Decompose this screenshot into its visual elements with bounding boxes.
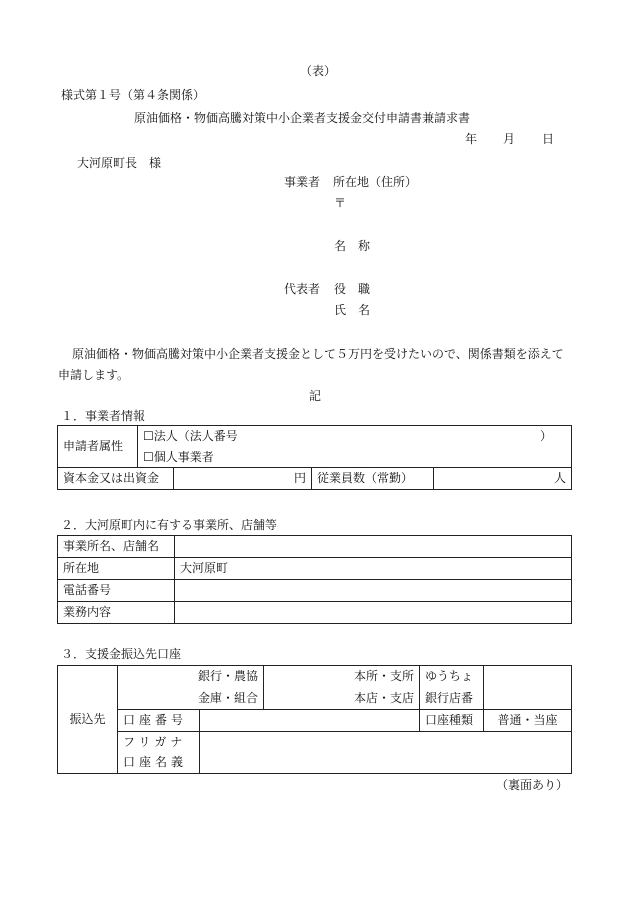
yucho-label-1: ゆうちょ [420, 666, 484, 688]
section1-heading: １．事業者情報 [61, 409, 146, 423]
name-label: 名 称 [334, 239, 371, 253]
representative-label: 代表者 [284, 282, 321, 296]
date-month: 月 [503, 132, 516, 146]
individual-option[interactable] [138, 448, 572, 468]
side-indicator: （表） [300, 64, 337, 78]
business-info-table [57, 425, 572, 490]
document-title: 原油価格・物価高騰対策中小企業者支援金交付申請書兼請求書 [134, 111, 471, 125]
date-day: 日 [542, 132, 555, 146]
branch-type-1: 本所・支所 [264, 666, 420, 688]
capital-label: 資本金又は出資金 [58, 468, 174, 490]
person-unit: 人 [554, 471, 567, 485]
section3-heading: ３．支援金振込先口座 [61, 647, 182, 661]
yucho-branch-field[interactable] [484, 666, 572, 710]
phone-label: 電話番号 [58, 580, 175, 602]
corporation-option[interactable] [138, 426, 572, 448]
location-field[interactable] [175, 558, 572, 580]
bank-account-table [57, 665, 572, 774]
position-label: 役 職 [334, 282, 371, 296]
date-year: 年 [465, 132, 478, 146]
corporation-checkbox-label: ☐法人（法人番号 [143, 429, 238, 444]
transfer-destination-label: 振込先 [58, 666, 118, 774]
employees-field[interactable] [434, 468, 572, 490]
capital-field[interactable] [174, 468, 312, 490]
postal-mark: 〒 [334, 196, 347, 210]
yen-unit: 円 [293, 471, 306, 485]
account-holder-field[interactable] [200, 732, 572, 774]
ki-mark: 記 [309, 389, 322, 403]
address-label: 所在地（住所） [333, 175, 418, 189]
furigana-label: フリガナ [118, 732, 200, 753]
bank-type-1: 銀行・農協 [118, 666, 264, 688]
bank-type-2: 金庫・組合 [118, 688, 264, 710]
section2-heading: ２．大河原町内に有する事業所、店舗等 [61, 518, 278, 532]
account-number-field[interactable] [200, 710, 420, 732]
account-number-label: 口座番号 [118, 710, 200, 732]
office-name-field[interactable] [175, 536, 572, 558]
application-statement: 原油価格・物価高騰対策中小企業者支援金として５万円を受けたいので、関係書類を添えて申請します。 [58, 347, 564, 382]
form-number: 様式第１号（第４条関係） [61, 88, 206, 102]
individual-checkbox-label: ☐個人事業者 [143, 449, 214, 464]
office-name-label: 事業所名、店舗名 [58, 536, 175, 558]
addressee: 大河原町長 様 [77, 156, 162, 170]
office-table [57, 535, 572, 624]
business-content-label: 業務内容 [58, 602, 175, 624]
business-label: 事業者 [284, 175, 321, 189]
account-holder-label: 口座名義 [118, 753, 200, 774]
branch-type-2: 本店・支店 [264, 688, 420, 710]
account-type-label: 口座種類 [420, 710, 484, 732]
rep-name-label: 氏 名 [334, 303, 371, 317]
business-content-field[interactable] [175, 602, 572, 624]
corporation-close-paren: ） [540, 429, 553, 444]
employees-label: 従業員数（常勤） [312, 468, 434, 490]
account-type-value[interactable]: 普通・当座 [484, 710, 572, 732]
applicant-type-label: 申請者属性 [58, 426, 138, 468]
reverse-side-note: （裏面あり） [496, 778, 569, 792]
location-value: 大河原町 [180, 561, 229, 575]
location-label: 所在地 [58, 558, 175, 580]
phone-field[interactable] [175, 580, 572, 602]
yucho-label-2: 銀行店番 [420, 688, 484, 710]
